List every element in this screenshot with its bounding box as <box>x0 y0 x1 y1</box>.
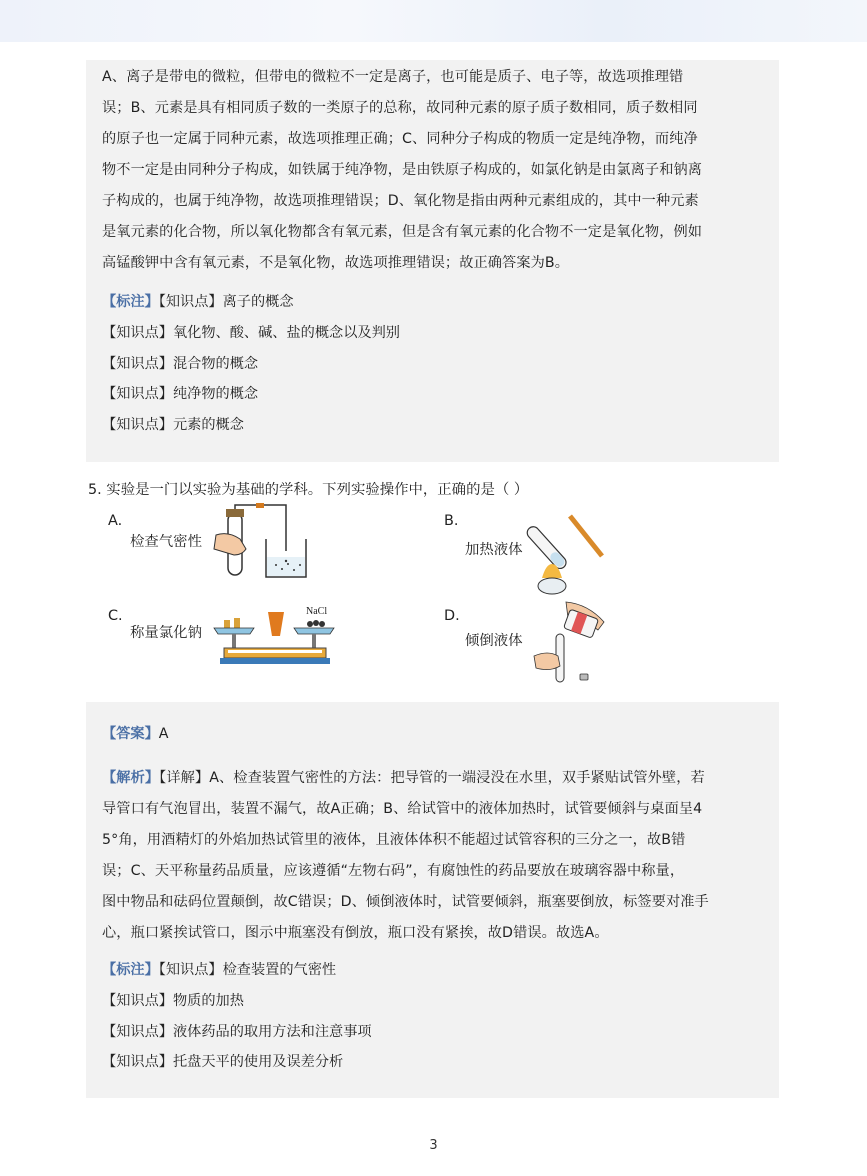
nacl-label: NaCl <box>306 606 328 617</box>
q4-knowledge-point: 【知识点】混合物的概念 <box>102 356 259 372</box>
option-b-letter: B. <box>444 513 459 529</box>
explanation-line: A、离子是带电的微粒，但带电的微粒不一定是离子，也可能是质子、电子等，故选项推理错 <box>102 69 684 85</box>
explanation-line: 是氧元素的化合物，所以氧化物都含有氧元素，但是含有氧元素的化合物不一定是氧化物，例如 <box>102 224 703 240</box>
analysis-line: 导管口有气泡冒出，装置不漏气，故A正确；B、给试管中的液体加热时，试管要倾斜与桌面呈4 <box>102 801 703 817</box>
q4-knowledge-point: 【标注】【知识点】离子的概念 <box>102 294 294 310</box>
answer-tag: 【答案】 <box>102 726 159 742</box>
tag-label: 【标注】 <box>102 962 159 978</box>
analysis-line: 图中物品和砝码位置颠倒，故C错误；D、倾倒液体时，试管要倾斜，瓶塞要倒放，标签要对准手 <box>102 894 709 910</box>
option-b-label: 加热液体 <box>465 542 523 558</box>
explanation-line: 子构成的，也属于纯净物，故选项推理错误；D、氧化物是指由两种元素组成的，其中一种元素 <box>102 193 699 209</box>
header-band <box>0 0 867 42</box>
page-number: 3 <box>429 1138 438 1153</box>
q5-knowledge-point: 【知识点】液体药品的取用方法和注意事项 <box>102 1024 372 1040</box>
airtightness-check-figure <box>206 503 312 583</box>
q5-analysis <box>102 763 762 949</box>
heating-liquid-figure <box>526 508 606 596</box>
pouring-liquid-figure <box>526 598 612 688</box>
q4-knowledge-point: 【知识点】氧化物、酸、碱、盐的概念以及判别 <box>102 325 400 341</box>
explanation-line: 的原子也一定属于同种元素，故选项推理正确；C、同种分子构成的物质一定是纯净物，而纯净 <box>102 131 698 147</box>
answer-value: A <box>158 726 169 742</box>
option-d-label: 倾倒液体 <box>465 633 523 649</box>
option-c-label: 称量氯化钠 <box>130 625 202 641</box>
analysis-line: 误；C、天平称量药品质量，应该遵循“左物右码”，有腐蚀性的药品要放在玻璃容器中称量， <box>102 863 685 879</box>
q5-knowledge-point: 【知识点】托盘天平的使用及误差分析 <box>102 1054 344 1070</box>
analysis-line: 【解析】【详解】A、检查装置气密性的方法：把导管的一端浸没在水里，双手紧贴试管外壁，若 <box>102 770 705 786</box>
option-a-letter: A. <box>108 513 123 529</box>
answer-line <box>102 724 168 744</box>
explanation-line: 误；B、元素是具有相同质子数的一类原子的总称，故同种元素的原子质子数相同，质子数相同 <box>102 100 698 116</box>
explanation-line: 物不一定是由同种分子构成，如铁属于纯净物，是由铁原子构成的，如氯化钠是由氯离子和钠离 <box>102 162 703 178</box>
explanation-line: 高锰酸钾中含有氧元素，不是氧化物，故选项推理错误；故正确答案为B。 <box>102 255 570 271</box>
option-c-letter: C. <box>108 608 123 624</box>
option-d-letter: D. <box>444 608 460 624</box>
analysis-line: 5°角，用酒精灯的外焰加热试管里的液体，且液体体积不能超过试管容积的三分之一，故B错 <box>102 832 686 848</box>
tag-label: 【标注】 <box>102 294 159 310</box>
balance-figure <box>206 600 346 670</box>
q4-knowledge-point: 【知识点】元素的概念 <box>102 417 244 433</box>
analysis-tag: 【解析】 <box>102 770 160 786</box>
q4-knowledge-point: 【知识点】纯净物的概念 <box>102 386 259 402</box>
q4-explanation <box>102 62 762 279</box>
question-5-stem: 5. 实验是一门以实验为基础的学科。下列实验操作中，正确的是（ ） <box>88 482 529 498</box>
q5-knowledge-point: 【标注】【知识点】检查装置的气密性 <box>102 962 337 978</box>
option-a-label: 检查气密性 <box>130 534 202 550</box>
analysis-line: 心，瓶口紧挨试管口，图示中瓶塞没有倒放，瓶口没有紧挨，故D错误。故选A。 <box>102 925 609 941</box>
q5-knowledge-point: 【知识点】物质的加热 <box>102 993 244 1009</box>
